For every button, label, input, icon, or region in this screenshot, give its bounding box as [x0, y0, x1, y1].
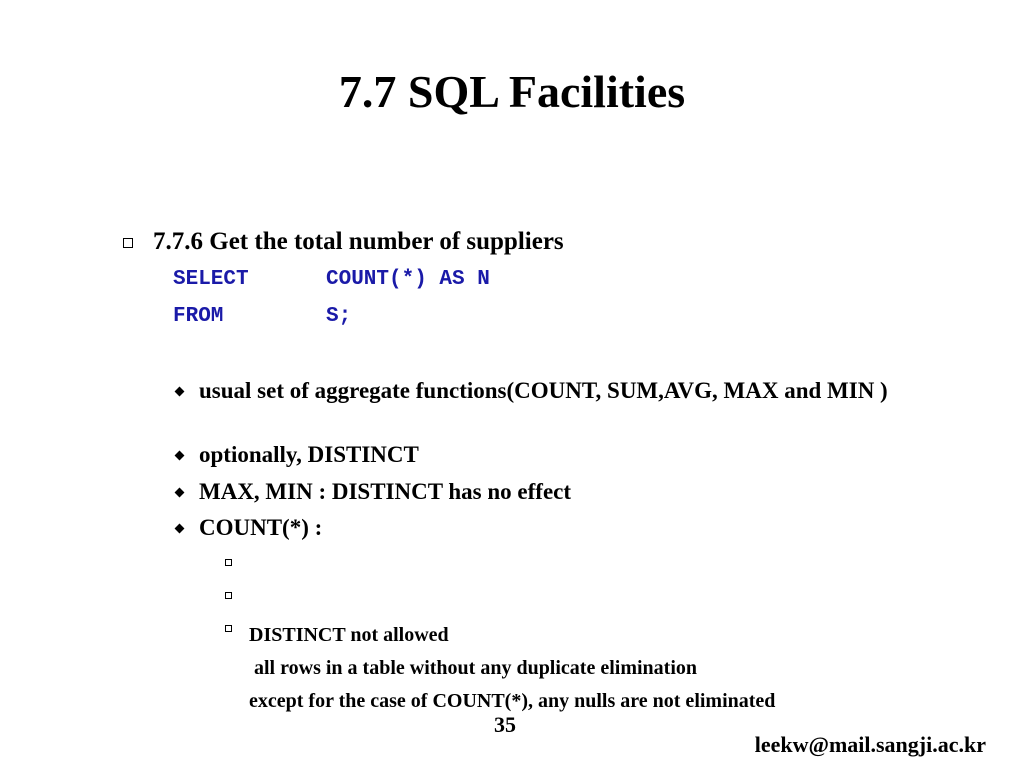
bullet-item: [176, 514, 906, 542]
sql-select-expression: COUNT(*) AS N: [326, 268, 490, 291]
small-square-bullet-icon: [225, 559, 232, 566]
sub-bullet-item: [225, 617, 775, 761]
sub-bullet-text: except for the case of COUNT(*), any nulls are not eliminated: [249, 690, 776, 712]
open-square-bullet-icon: [123, 238, 133, 248]
sub-bullet-text: DISTINCT not allowed: [249, 624, 449, 646]
sql-keyword-from: FROM: [173, 305, 224, 328]
bullet-text: COUNT(*) :: [199, 515, 323, 540]
bullet-item: [176, 377, 906, 405]
footer-email: leekw@mail.sangji.ac.kr: [754, 732, 986, 757]
diamond-bullet-icon: [175, 451, 185, 461]
page-number: 35: [494, 712, 516, 737]
small-square-bullet-icon: [225, 592, 232, 599]
slide-title: 7.7 SQL Facilities: [338, 66, 686, 117]
main-bullet: [123, 226, 564, 258]
bullet-text: optionally, DISTINCT: [199, 442, 419, 467]
bullet-text: usual set of aggregate functions(COUNT, SUM,AVG, MAX and MIN ): [199, 378, 888, 403]
main-bullet-text: 7.7.6 Get the total number of suppliers: [153, 228, 564, 255]
diamond-bullet-icon: [175, 488, 185, 498]
bullet-text: MAX, MIN : DISTINCT has no effect: [199, 479, 572, 504]
sub-bullet-text: all rows in a table without any duplicate elimination: [249, 657, 698, 679]
sql-from-table: S;: [326, 305, 352, 328]
diamond-bullet-icon: [175, 524, 185, 534]
sql-line-select: [173, 266, 490, 294]
small-square-bullet-icon: [225, 625, 232, 632]
sql-line-from: [173, 303, 351, 331]
bullet-item: [176, 478, 906, 506]
bullet-item: [176, 441, 906, 469]
sql-keyword-select: SELECT: [173, 268, 249, 291]
diamond-bullet-icon: [175, 387, 185, 397]
